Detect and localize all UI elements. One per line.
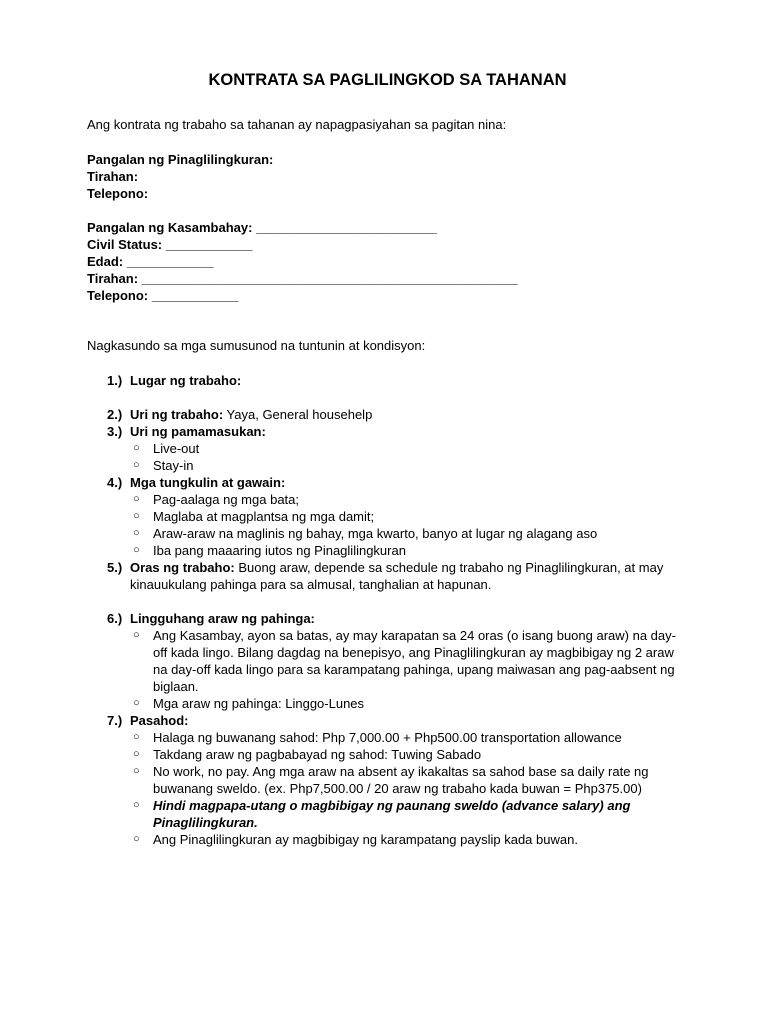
helper-address-field: Tirahan: ____________________________________________________ (87, 271, 518, 286)
list-item: ○ Hindi magpapa-utang o magbibigay ng paunang sweldo (advance salary) ang Pinaglilingkuran. (133, 798, 631, 830)
term-number: 6.) (107, 611, 123, 626)
list-item: ○ Halaga ng buwanang sahod: Php 7,000.00 + Php500.00 transportation allowance (133, 730, 622, 745)
term-6-list (87, 627, 688, 712)
terms-intro-text: Nagkasundo sa mga sumusunod na tuntunin at kondisyon: (87, 338, 426, 353)
circle-bullet-icon: ○ (133, 765, 140, 777)
term-number: 2.) (107, 407, 123, 422)
term-title: Uri ng pamamasukan: (130, 424, 266, 439)
term-7-list (87, 729, 688, 848)
circle-bullet-icon: ○ (133, 697, 140, 709)
term-number: 5.) (107, 560, 123, 575)
term-text: Yaya, General househelp (223, 407, 373, 422)
term-number: 3.) (107, 424, 123, 439)
intro-text: Ang kontrata ng trabaho sa tahanan ay napagpasiyahan sa pagitan nina: (87, 117, 507, 132)
list-item: ○ Pag-aalaga ng mga bata; (133, 492, 299, 507)
term-title: Mga tungkulin at gawain: (130, 475, 286, 490)
circle-bullet-icon: ○ (133, 833, 140, 845)
circle-bullet-icon: ○ (133, 527, 140, 539)
term-text: Buong araw, depende sa schedule ng trabaho ng Pinaglilingkuran, at may kinauukulang pahinga para sa almusal, tanghalian at hapunan. (130, 560, 664, 592)
employer-name-label: Pangalan ng Pinaglilingkuran: (87, 152, 274, 167)
list-item: ○ Ang Pinaglilingkuran ay magbibigay ng karampatang payslip kada buwan. (133, 832, 578, 847)
term-4-list (87, 491, 688, 559)
circle-bullet-icon: ○ (133, 629, 140, 641)
list-item: ○ Iba pang maaaring iutos ng Pinaglilingkuran (133, 543, 406, 558)
employer-phone-label: Telepono: (87, 186, 149, 201)
circle-bullet-icon: ○ (133, 544, 140, 556)
term-item-2 (87, 406, 688, 423)
helper-civil-status-field: Civil Status: ____________ (87, 237, 253, 252)
circle-bullet-icon: ○ (133, 459, 140, 471)
list-item: ○ Ang Kasambay, ayon sa batas, ay may karapatan sa 24 oras (o isang buong araw) na day-off kada lingo. Bilang dagdag na benepisyo, ang Pinaglilingkuran ay magbibigay ng 2 araw na day-off kada lingo para sa karampatang pahinga, upang maiwasan ang pag-aabsent ng biglaan. (133, 628, 676, 694)
document-title: KONTRATA SA PAGLILINGKOD SA TAHANAN (208, 71, 567, 89)
term-title: Lingguhang araw ng pahinga: (130, 611, 315, 626)
list-item: ○ Stay-in (133, 458, 194, 473)
circle-bullet-icon: ○ (133, 731, 140, 743)
circle-bullet-icon: ○ (133, 442, 140, 454)
term-3-list (87, 440, 688, 474)
list-item: ○ Takdang araw ng pagbabayad ng sahod: Tuwing Sabado (133, 747, 482, 762)
circle-bullet-icon: ○ (133, 748, 140, 760)
helper-name-field: Pangalan ng Kasambahay: _________________________ (87, 220, 437, 235)
list-item: ○ Live-out (133, 441, 200, 456)
term-item-4 (87, 474, 688, 491)
list-item: ○ No work, no pay. Ang mga araw na absent ay ikakaltas sa sahod base sa daily rate ng buwanang sweldo. (ex. Php7,500.00 / 20 araw ng trabaho kada buwan = Php375.00) (133, 764, 649, 796)
circle-bullet-icon: ○ (133, 493, 140, 505)
employer-address-label: Tirahan: (87, 169, 139, 184)
term-item-5 (87, 559, 688, 593)
helper-phone-field: Telepono: ____________ (87, 288, 239, 303)
helper-age-field: Edad: ____________ (87, 254, 214, 269)
list-item: ○ Araw-araw na maglinis ng bahay, mga kwarto, banyo at lugar ng alagang aso (133, 526, 598, 541)
term-item-6 (87, 610, 688, 627)
term-number: 7.) (107, 713, 123, 728)
term-title: Uri ng trabaho: (130, 407, 224, 422)
term-item-3 (87, 423, 688, 440)
term-title: Pasahod: (130, 713, 189, 728)
term-item-7 (87, 712, 688, 729)
helper-block (87, 219, 688, 304)
term-number: 1.) (107, 373, 123, 388)
list-item: ○ Maglaba at magplantsa ng mga damit; (133, 509, 375, 524)
circle-bullet-icon: ○ (133, 510, 140, 522)
term-item-1 (87, 372, 688, 389)
term-number: 4.) (107, 475, 123, 490)
term-title: Oras ng trabaho: (130, 560, 235, 575)
list-item: ○ Mga araw ng pahinga: Linggo-Lunes (133, 696, 365, 711)
term-title: Lugar ng trabaho: (130, 373, 242, 388)
circle-bullet-icon: ○ (133, 799, 140, 811)
employer-block (87, 151, 688, 202)
